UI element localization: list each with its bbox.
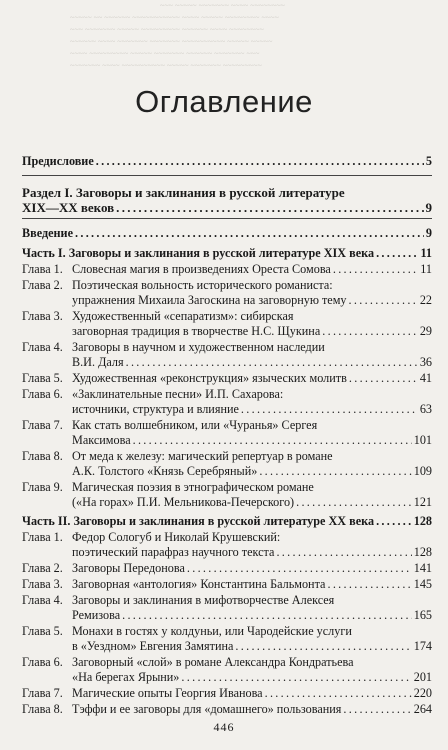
page-ref: 41 (419, 371, 432, 385)
page-ref: 36 (419, 354, 432, 369)
chapter-label: Глава 4. (22, 593, 63, 607)
toc-entry-chapter[interactable]: Глава 1. Федор Сологуб и Николай Крушевский: поэтический парафраз научного текста ..... 128 (22, 530, 432, 559)
chapter-label: Глава 9. (22, 480, 63, 494)
page-ref: 141 (413, 561, 432, 575)
toc-entry-chapter[interactable]: Глава 4. Заговоры в научном и художественном наследии В.И. Даля ..... 36 (22, 340, 432, 369)
page-ref: 128 (413, 514, 432, 528)
page-ref: 5 (425, 154, 432, 168)
page-title: Оглавление (135, 84, 313, 119)
chapter-label: Глава 2. (22, 561, 63, 575)
page-ref: 29 (419, 323, 432, 338)
toc-entry-part-2[interactable]: Часть II. Заговоры и заклинания в русской литературе XX века ..... 128 (22, 514, 432, 529)
chapter-label: Глава 7. (22, 686, 63, 700)
toc-entry-section-1[interactable]: Раздел I. Заговоры и заклинания в русской литературе XIX—XX веков ..... 9 (22, 186, 432, 215)
divider (22, 175, 432, 176)
page-ref: 128 (413, 544, 432, 559)
toc-entry-chapter[interactable]: Глава 2. Поэтическая вольность исторического романиста: упражнения Михаила Загоскина на заговорную тему ..... 22 (22, 278, 432, 307)
toc-entry-chapter[interactable]: Глава 9. Магическая поэзия в этнографическом романе («На горах» П.И. Мельникова-Печерского) ..... 121 (22, 480, 432, 509)
chapter-label: Глава 7. (22, 418, 63, 432)
chapter-label: Глава 5. (22, 624, 63, 638)
chapter-label: Глава 3. (22, 309, 63, 323)
toc-entry-chapter[interactable]: Глава 3. Заговорная «антология» Константина Бальмонта ..... 145 (22, 577, 432, 592)
chapter-label: Глава 4. (22, 340, 63, 354)
toc-entry-chapter[interactable]: Глава 7. Как стать волшебником, или «Чуранья» Сергея Максимова ..... 101 (22, 418, 432, 447)
page-ref: 9 (425, 226, 432, 240)
chapter-label: Глава 5. (22, 371, 63, 385)
page-ref: 11 (420, 262, 432, 276)
page-ref: 109 (413, 463, 432, 478)
toc-entry-chapter[interactable]: Глава 6. Заговорный «слой» в романе Александра Кондратьева «На берегах Ярыни» ..... 201 (22, 655, 432, 684)
page-ref: 201 (413, 669, 432, 684)
page-ref: 9 (425, 199, 432, 215)
page-ref: 174 (413, 638, 432, 653)
chapter-label: Глава 1. (22, 262, 63, 276)
page-ref: 63 (419, 401, 432, 416)
page-ref: 11 (420, 246, 432, 260)
chapter-label: Глава 1. (22, 530, 63, 544)
chapter-label: Глава 2. (22, 278, 63, 292)
page-ref: 165 (413, 607, 432, 622)
divider (22, 218, 432, 219)
chapter-label: Глава 8. (22, 449, 63, 463)
toc-entry-chapter[interactable]: Глава 8. От меда к железу: магический репертуар в романе А.К. Толстого «Князь Серебряный» ..... 109 (22, 449, 432, 478)
page-number: 446 (213, 720, 235, 734)
toc-entry-chapter[interactable]: Глава 1. Словесная магия в произведениях Ореста Сомова ..... 11 (22, 262, 432, 277)
page-ref: 22 (419, 292, 432, 307)
page-ref: 220 (413, 686, 432, 700)
chapter-label: Глава 3. (22, 577, 63, 591)
toc-entry-preface[interactable]: Предисловие ..... 5 (22, 154, 432, 169)
toc-entry-chapter[interactable]: Глава 6. «Заклинательные песни» И.П. Сахарова: источники, структура и влияние ..... 63 (22, 387, 432, 416)
chapter-label: Глава 6. (22, 655, 63, 669)
toc-entry-chapter[interactable]: Глава 3. Художественный «сепаратизм»: сибирская заговорная традиция в творчестве Н.С. Щукина ..... 29 (22, 309, 432, 338)
chapter-label: Глава 6. (22, 387, 63, 401)
toc-entry-chapter[interactable]: Глава 4. Заговоры и заклинания в мифотворчестве Алексея Ремизова ..... 165 (22, 593, 432, 622)
toc-entry-part-1[interactable]: Часть I. Заговоры и заклинания в русской литературе XIX века ..... 11 (22, 246, 432, 261)
chapter-label: Глава 8. (22, 702, 63, 716)
toc-entry-chapter[interactable]: Глава 5. Монахи в гостях у колдуньи, или Чародейские услуги в «Уездном» Евгения Замятина ..... 174 (22, 624, 432, 653)
toc-entry-chapter[interactable]: Глава 2. Заговоры Передонова ..... 141 (22, 561, 432, 576)
toc-entry-intro[interactable]: Введение ..... 9 (22, 226, 432, 241)
page-ref: 101 (413, 432, 432, 447)
toc-entry-chapter[interactable]: Глава 7. Магические опыты Георгия Иванова ..... 220 (22, 686, 432, 701)
page-ref: 264 (413, 702, 432, 716)
page-ref: 121 (413, 494, 432, 509)
bleed-through-text: ~~~ ~~~~~ ~~~~~~~ ~~~~ ~~~~~~~~ ~~~~~ ~~ ~~~~~~ ~~~~~~~~~~~ ~~~~ ~~~~~ ~~~~~~~~ ~~~~ ~~~ ~~~~~~~ ~~~~~ ~~~~~~~~~ ~~~~~~ ~~~~ ~~~~~~~~ ~~~~~~ ~~~~ ~~~~~~~ ~~~~~~~ ~~~~~~~~~~ ~~~~~ ~~~~~ ~~~~ ~~~~~~~~~ ~~~~~ ~~~~~~~ ~~~~~~ ~~~~~~~ ~~~ ~~~~~~~ ~~~~ ~~~~~~~~~~ ~~~~~ ~~~~~~~ ~~~~~~~~~ (70, 1, 285, 70)
toc-entry-chapter[interactable]: Глава 5. Художественная «реконструкция» языческих молитв ..... 41 (22, 371, 432, 386)
page-ref: 145 (413, 577, 432, 591)
toc-entry-chapter[interactable]: Глава 8. Тэффи и ее заговоры для «домашнего» пользования ..... 264 (22, 702, 432, 717)
